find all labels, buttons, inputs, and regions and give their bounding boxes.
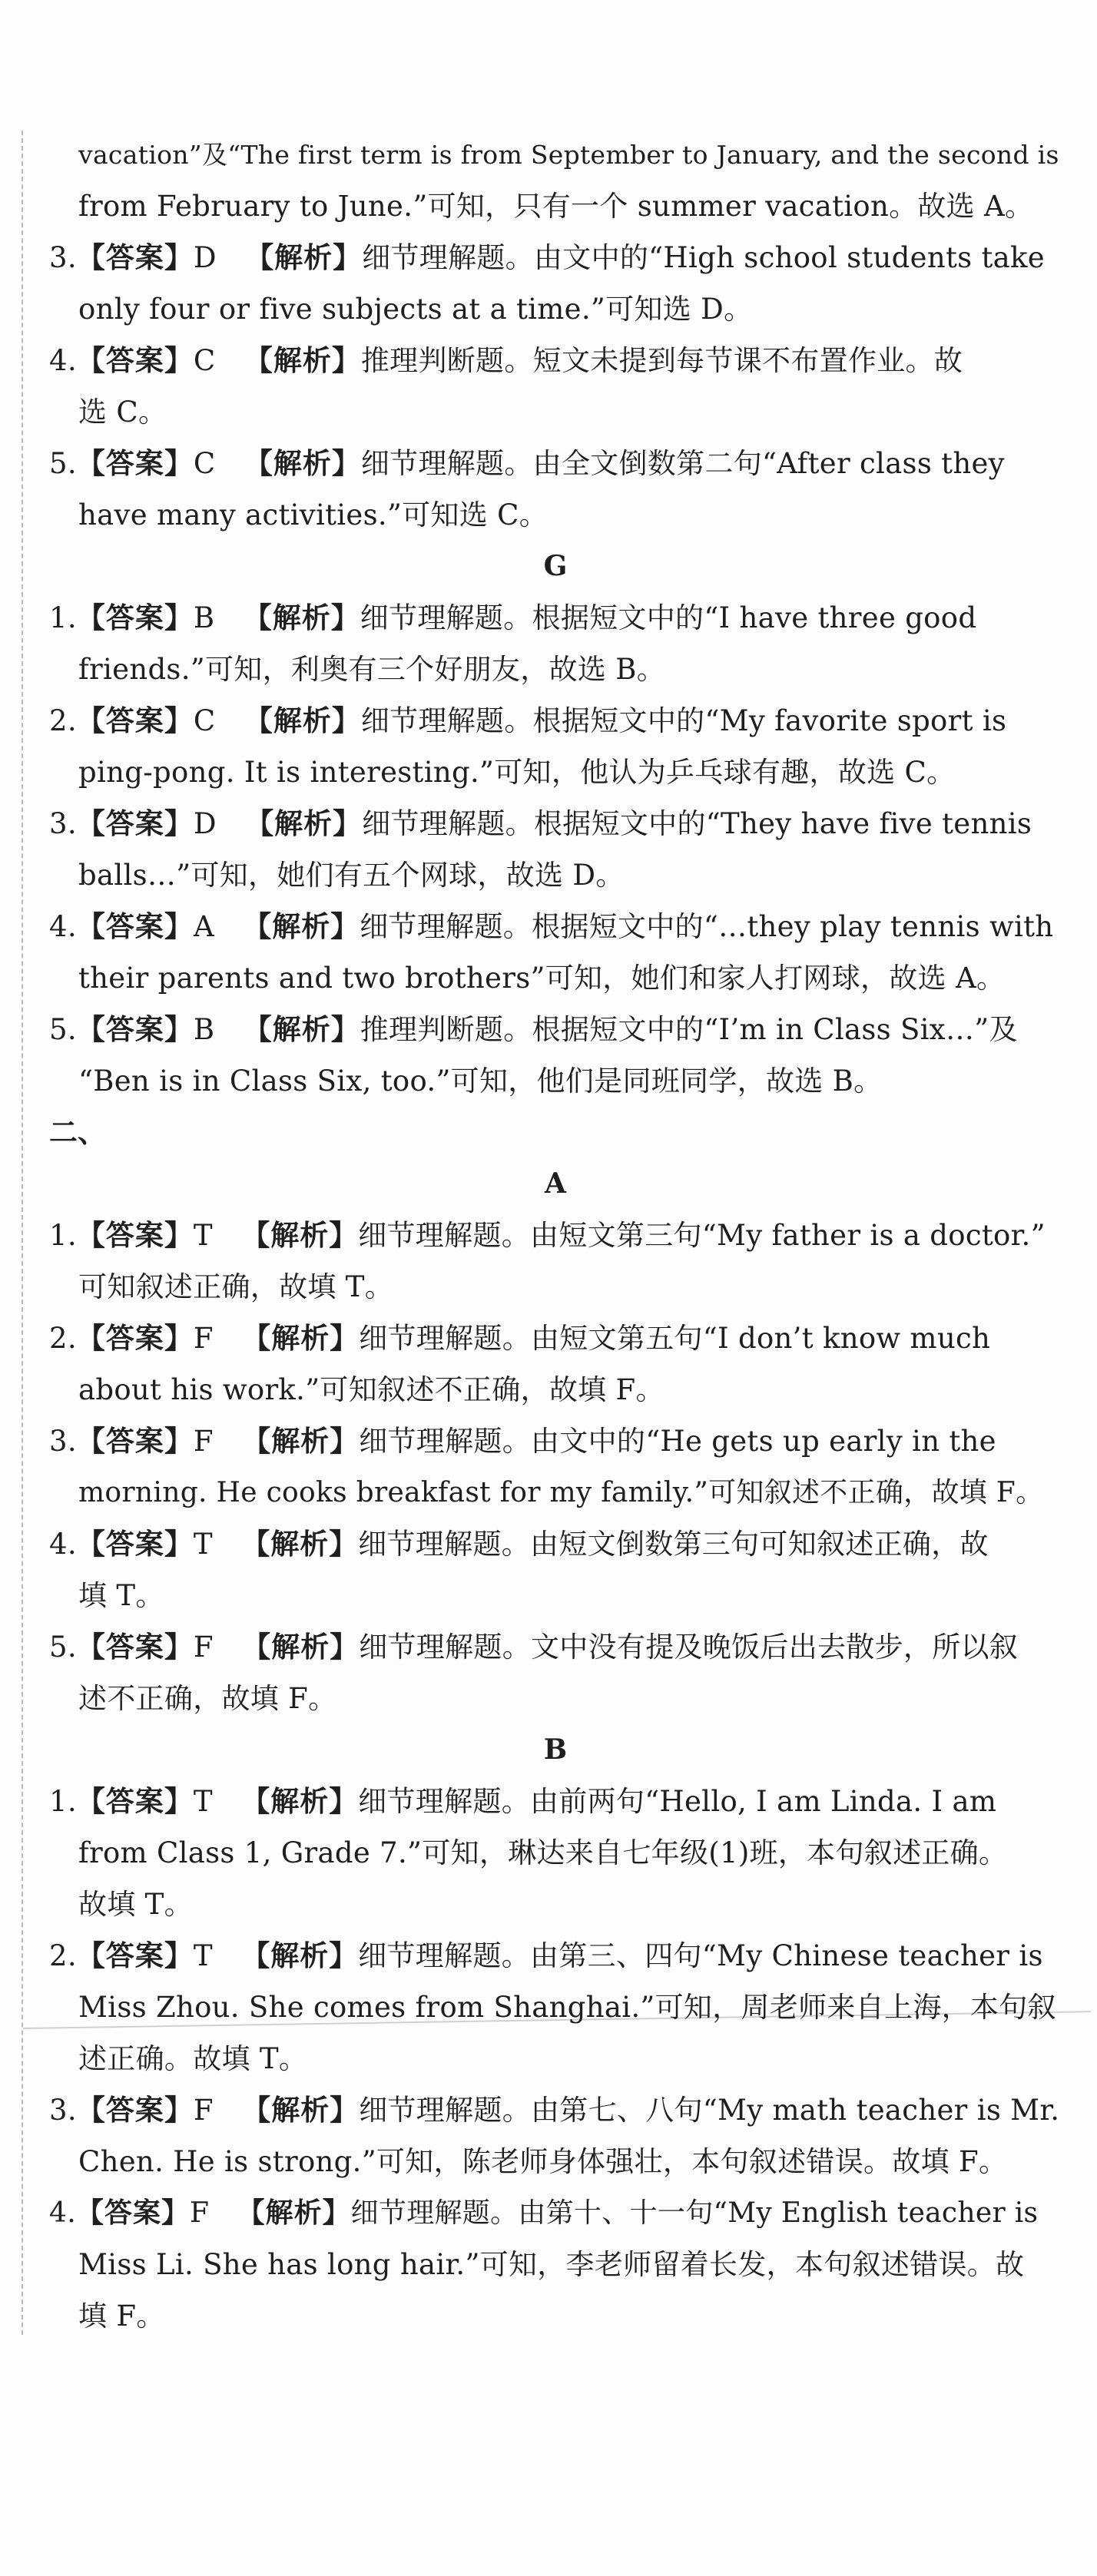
- answer-item: [49, 1415, 1062, 1467]
- answer-bracket-open: 【: [76, 1013, 106, 1046]
- answer-item: [49, 798, 1062, 849]
- answer-letter: F: [193, 1631, 214, 1664]
- analysis-tag: 【解析】: [237, 2197, 351, 2229]
- item-number: 1.: [49, 1785, 77, 1818]
- answer-bracket-open: 【: [76, 1528, 106, 1561]
- analysis-tag: 【解析】: [243, 910, 360, 943]
- answer-bracket-open: 【: [76, 601, 106, 634]
- spacer: [214, 2094, 242, 2127]
- answer-tag: 答案: [105, 1939, 164, 1972]
- answer-letter: A: [193, 910, 214, 943]
- analysis-text: 细节理解题。由全文倒数第二句“After class they: [360, 447, 1005, 480]
- item-number: 1.: [49, 1219, 77, 1252]
- answer-bracket-open: 【: [76, 1425, 106, 1458]
- answers-block-g: [49, 592, 1062, 1107]
- answer-bracket-open: 【: [76, 1219, 106, 1252]
- answer-tag: 答案: [104, 2197, 161, 2229]
- analysis-text: 细节理解题。由短文倒数第三句可知叙述正确，故: [358, 1528, 989, 1561]
- answer-letter: F: [193, 2094, 214, 2127]
- answer-bracket-open: 【: [76, 344, 106, 377]
- spacer: [214, 1425, 242, 1458]
- continuation-line: have many activities.”可知选 C。: [78, 498, 548, 531]
- analysis-text: 细节理解题。根据短文中的“They have five tennis: [362, 807, 1032, 840]
- answer-bracket-open: 【: [76, 2094, 106, 2127]
- answer-tag: 答案: [105, 704, 164, 737]
- item-number: 5.: [49, 447, 77, 480]
- spacer: [213, 1939, 241, 1972]
- analysis-text: 细节理解题。由第三、四句“My Chinese teacher is: [358, 1939, 1043, 1972]
- spacer: [214, 1631, 242, 1664]
- answer-content: [49, 129, 1062, 2342]
- answer-bracket-close: 】: [164, 1631, 194, 1664]
- answer-letter: C: [193, 344, 216, 377]
- answer-bracket-open: 【: [76, 807, 106, 840]
- item-number: 2.: [49, 1939, 77, 1972]
- continuation-line: about his work.”可知叙述不正确，故填 F。: [78, 1373, 664, 1406]
- item-number: 4.: [49, 1528, 77, 1561]
- item-number: 4.: [49, 344, 77, 377]
- continuation-line: “Ben is in Class Six, too.”可知，他们是同班同学，故选 B。: [78, 1065, 883, 1098]
- analysis-text: 细节理解题。由短文第三句“My father is a doctor.”: [358, 1219, 1046, 1252]
- spacer: [213, 1219, 241, 1252]
- answer-tag: 答案: [105, 1322, 164, 1355]
- answer-bracket-open: 【: [76, 1631, 106, 1664]
- answer-letter: C: [193, 704, 216, 737]
- section-heading-g: G: [543, 550, 568, 582]
- answer-item: [49, 901, 1062, 952]
- answer-item: [49, 2084, 1062, 2136]
- analysis-text: 细节理解题。由前两句“Hello, I am Linda. I am: [358, 1785, 997, 1818]
- answer-tag: 答案: [105, 344, 164, 377]
- section-heading-a: A: [545, 1167, 566, 1200]
- answer-letter: T: [193, 1528, 213, 1561]
- answer-item: [49, 2187, 1062, 2239]
- continuation-line: 述正确。故填 T。: [78, 2042, 308, 2075]
- item-number: 4.: [49, 910, 77, 943]
- continuation-line: their parents and two brothers”可知，她们和家人打网球，故选 A。: [78, 962, 1006, 995]
- answer-item: [49, 1210, 1062, 1261]
- analysis-text: 推理判断题。根据短文中的“I’m in Class Six…”及: [360, 1013, 1018, 1046]
- continuation-line: 选 C。: [78, 396, 167, 429]
- answer-letter: C: [193, 447, 216, 480]
- answer-item: [49, 1930, 1062, 1982]
- analysis-tag: 【解析】: [245, 241, 363, 274]
- analysis-text: 细节理解题。由第七、八句“My math teacher is Mr.: [359, 2094, 1060, 2127]
- answer-bracket-close: 】: [164, 1322, 194, 1355]
- analysis-tag: 【解析】: [242, 1631, 360, 1664]
- analysis-tag: 【解析】: [242, 1425, 360, 1458]
- analysis-tag: 【解析】: [241, 1219, 359, 1252]
- answer-bracket-open: 【: [76, 1785, 106, 1818]
- answer-item: [49, 438, 1062, 489]
- answer-item: [49, 592, 1062, 644]
- answer-bracket-close: 】: [161, 2197, 190, 2229]
- answer-item: [49, 1004, 1062, 1055]
- continued-lines: [49, 129, 1062, 232]
- spacer: [216, 344, 244, 377]
- analysis-tag: 【解析】: [243, 1013, 360, 1046]
- item-number: 5.: [49, 1631, 77, 1664]
- item-number: 3.: [49, 807, 77, 840]
- item-number: 2.: [49, 704, 77, 737]
- analysis-text: 推理判断题。短文未提到每节课不布置作业。故: [360, 344, 963, 377]
- item-number: 3.: [49, 2094, 77, 2127]
- continuation-line: Miss Li. She has long hair.”可知，李老师留着长发，本句叙述错误。故: [78, 2248, 1025, 2281]
- answer-tag: 答案: [105, 1425, 164, 1458]
- continuation-line: only four or five subjects at a time.”可知选 D。: [78, 293, 753, 326]
- spacer: [213, 1528, 241, 1561]
- continuation-line: friends.”可知，利奥有三个好朋友，故选 B。: [78, 653, 666, 686]
- answer-item: [49, 695, 1062, 747]
- answer-letter: T: [193, 1939, 213, 1972]
- spacer: [217, 807, 245, 840]
- spacer: [214, 601, 243, 634]
- answers-block-b: [49, 1776, 1062, 2342]
- item-number: 5.: [49, 1013, 77, 1046]
- answer-letter: T: [193, 1219, 213, 1252]
- answer-bracket-open: 【: [75, 2197, 104, 2229]
- answer-bracket-close: 】: [164, 1425, 194, 1458]
- spacer: [214, 1013, 243, 1046]
- item-number: 4.: [49, 2197, 76, 2229]
- answer-bracket-open: 【: [76, 1939, 106, 1972]
- answer-bracket-close: 】: [164, 2094, 194, 2127]
- continuation-line: 述不正确，故填 F。: [78, 1682, 337, 1715]
- analysis-text: 细节理解题。由文中的“He gets up early in the: [359, 1425, 996, 1458]
- analysis-text: 细节理解题。文中没有提及晚饭后出去散步，所以叙: [359, 1631, 1019, 1664]
- answer-item: [49, 1776, 1062, 1827]
- answer-bracket-close: 】: [164, 807, 194, 840]
- analysis-tag: 【解析】: [241, 1939, 359, 1972]
- analysis-tag: 【解析】: [242, 1322, 360, 1355]
- continuation-line: 填 T。: [78, 1579, 164, 1612]
- answer-bracket-close: 】: [164, 1785, 194, 1818]
- answer-bracket-close: 】: [164, 241, 194, 274]
- analysis-text: 细节理解题。根据短文中的“I have three good: [360, 601, 977, 634]
- analysis-tag: 【解析】: [241, 1785, 359, 1818]
- item-number: 3.: [49, 1425, 77, 1458]
- answer-tag: 答案: [105, 1631, 164, 1664]
- answer-tag: 答案: [105, 807, 164, 840]
- answer-bracket-open: 【: [76, 241, 106, 274]
- continuation-line: 可知叙述正确，故填 T。: [78, 1270, 394, 1303]
- answer-letter: T: [193, 1785, 213, 1818]
- part-two-heading: 二、: [49, 1116, 106, 1149]
- spacer: [214, 910, 243, 943]
- answer-letter: D: [193, 241, 217, 274]
- answers-block-a: [49, 1210, 1062, 1724]
- answer-bracket-close: 】: [164, 704, 194, 737]
- answer-item: [49, 232, 1062, 283]
- answer-bracket-close: 】: [164, 1939, 194, 1972]
- analysis-tag: 【解析】: [245, 807, 363, 840]
- analysis-text: 细节理解题。由文中的“High school students take: [362, 241, 1045, 274]
- continuation-line: ping-pong. It is interesting.”可知，他认为乒乓球有趣，故选 C。: [78, 756, 956, 789]
- analysis-tag: 【解析】: [244, 344, 361, 377]
- analysis-text: 细节理解题。由第十、十一句“My English teacher is: [350, 2197, 1039, 2229]
- continuation-line: Chen. He is strong.”可知，陈老师身体强壮，本句叙述错误。故填 F。: [78, 2145, 1008, 2178]
- spacer: [216, 447, 244, 480]
- item-number: 1.: [49, 601, 77, 634]
- continuation-line: balls…”可知，她们有五个网球，故选 D。: [78, 859, 625, 892]
- analysis-tag: 【解析】: [244, 704, 361, 737]
- answer-tag: 答案: [105, 1785, 164, 1818]
- answer-tag: 答案: [105, 910, 164, 943]
- analysis-tag: 【解析】: [242, 2094, 360, 2127]
- answer-bracket-open: 【: [76, 447, 106, 480]
- answer-letter: F: [190, 2197, 210, 2229]
- answer-tag: 答案: [105, 601, 164, 634]
- answer-bracket-close: 】: [164, 344, 194, 377]
- spacer: [214, 1322, 242, 1355]
- continuation-line: from February to June.”可知，只有一个 summer vacation。故选 A。: [78, 190, 1034, 223]
- binding-dashed-line: [22, 131, 23, 2335]
- spacer: [217, 241, 245, 274]
- answer-bracket-close: 】: [164, 1013, 194, 1046]
- answer-bracket-close: 】: [164, 1528, 194, 1561]
- answer-tag: 答案: [105, 2094, 164, 2127]
- spacer: [213, 1785, 241, 1818]
- continuation-line: from Class 1, Grade 7.”可知，琳达来自七年级(1)班，本句叙述正确。: [78, 1836, 1008, 1869]
- section-heading-b: B: [543, 1733, 568, 1766]
- spacer: [216, 704, 244, 737]
- answer-letter: B: [193, 601, 215, 634]
- answer-letter: D: [193, 807, 217, 840]
- answer-item: [49, 1518, 1062, 1570]
- item-number: 3.: [49, 241, 77, 274]
- answer-letter: B: [193, 1013, 215, 1046]
- continuation-line: Miss Zhou. She comes from Shanghai.”可知，周老师来自上海，本句叙: [78, 1991, 1056, 2024]
- analysis-text: 细节理解题。由短文第五句“I don’t know much: [359, 1322, 991, 1355]
- analysis-text: 细节理解题。根据短文中的“My favorite sport is: [360, 704, 1007, 737]
- continuation-line: vacation”及“The first term is from September to January, and the second is: [78, 140, 1059, 170]
- continuation-line: 故填 T。: [78, 1888, 193, 1921]
- continuation-line: 填 F。: [78, 2300, 165, 2333]
- answer-bracket-close: 】: [164, 910, 194, 943]
- answer-tag: 答案: [105, 1013, 164, 1046]
- answer-bracket-open: 【: [76, 704, 106, 737]
- answer-tag: 答案: [105, 1219, 164, 1252]
- answer-bracket-close: 】: [164, 447, 194, 480]
- answer-bracket-open: 【: [76, 910, 106, 943]
- answer-bracket-close: 】: [164, 1219, 194, 1252]
- answer-bracket-open: 【: [76, 1322, 106, 1355]
- answer-letter: F: [193, 1322, 214, 1355]
- answer-tag: 答案: [105, 241, 164, 274]
- answer-item: [49, 335, 1062, 386]
- analysis-text: 细节理解题。根据短文中的“…they play tennis with: [360, 910, 1054, 943]
- continuation-line: morning. He cooks breakfast for my family.”可知叙述不正确，故填 F。: [78, 1477, 1044, 1508]
- answer-tag: 答案: [105, 1528, 164, 1561]
- answers-block-f: [49, 232, 1062, 541]
- analysis-tag: 【解析】: [243, 601, 360, 634]
- answer-letter: F: [193, 1425, 214, 1458]
- answer-tag: 答案: [105, 447, 164, 480]
- spacer: [209, 2197, 237, 2229]
- answer-item: [49, 1313, 1062, 1364]
- analysis-tag: 【解析】: [244, 447, 361, 480]
- answer-bracket-close: 】: [164, 601, 194, 634]
- analysis-tag: 【解析】: [241, 1528, 359, 1561]
- answer-item: [49, 1621, 1062, 1673]
- item-number: 2.: [49, 1322, 77, 1355]
